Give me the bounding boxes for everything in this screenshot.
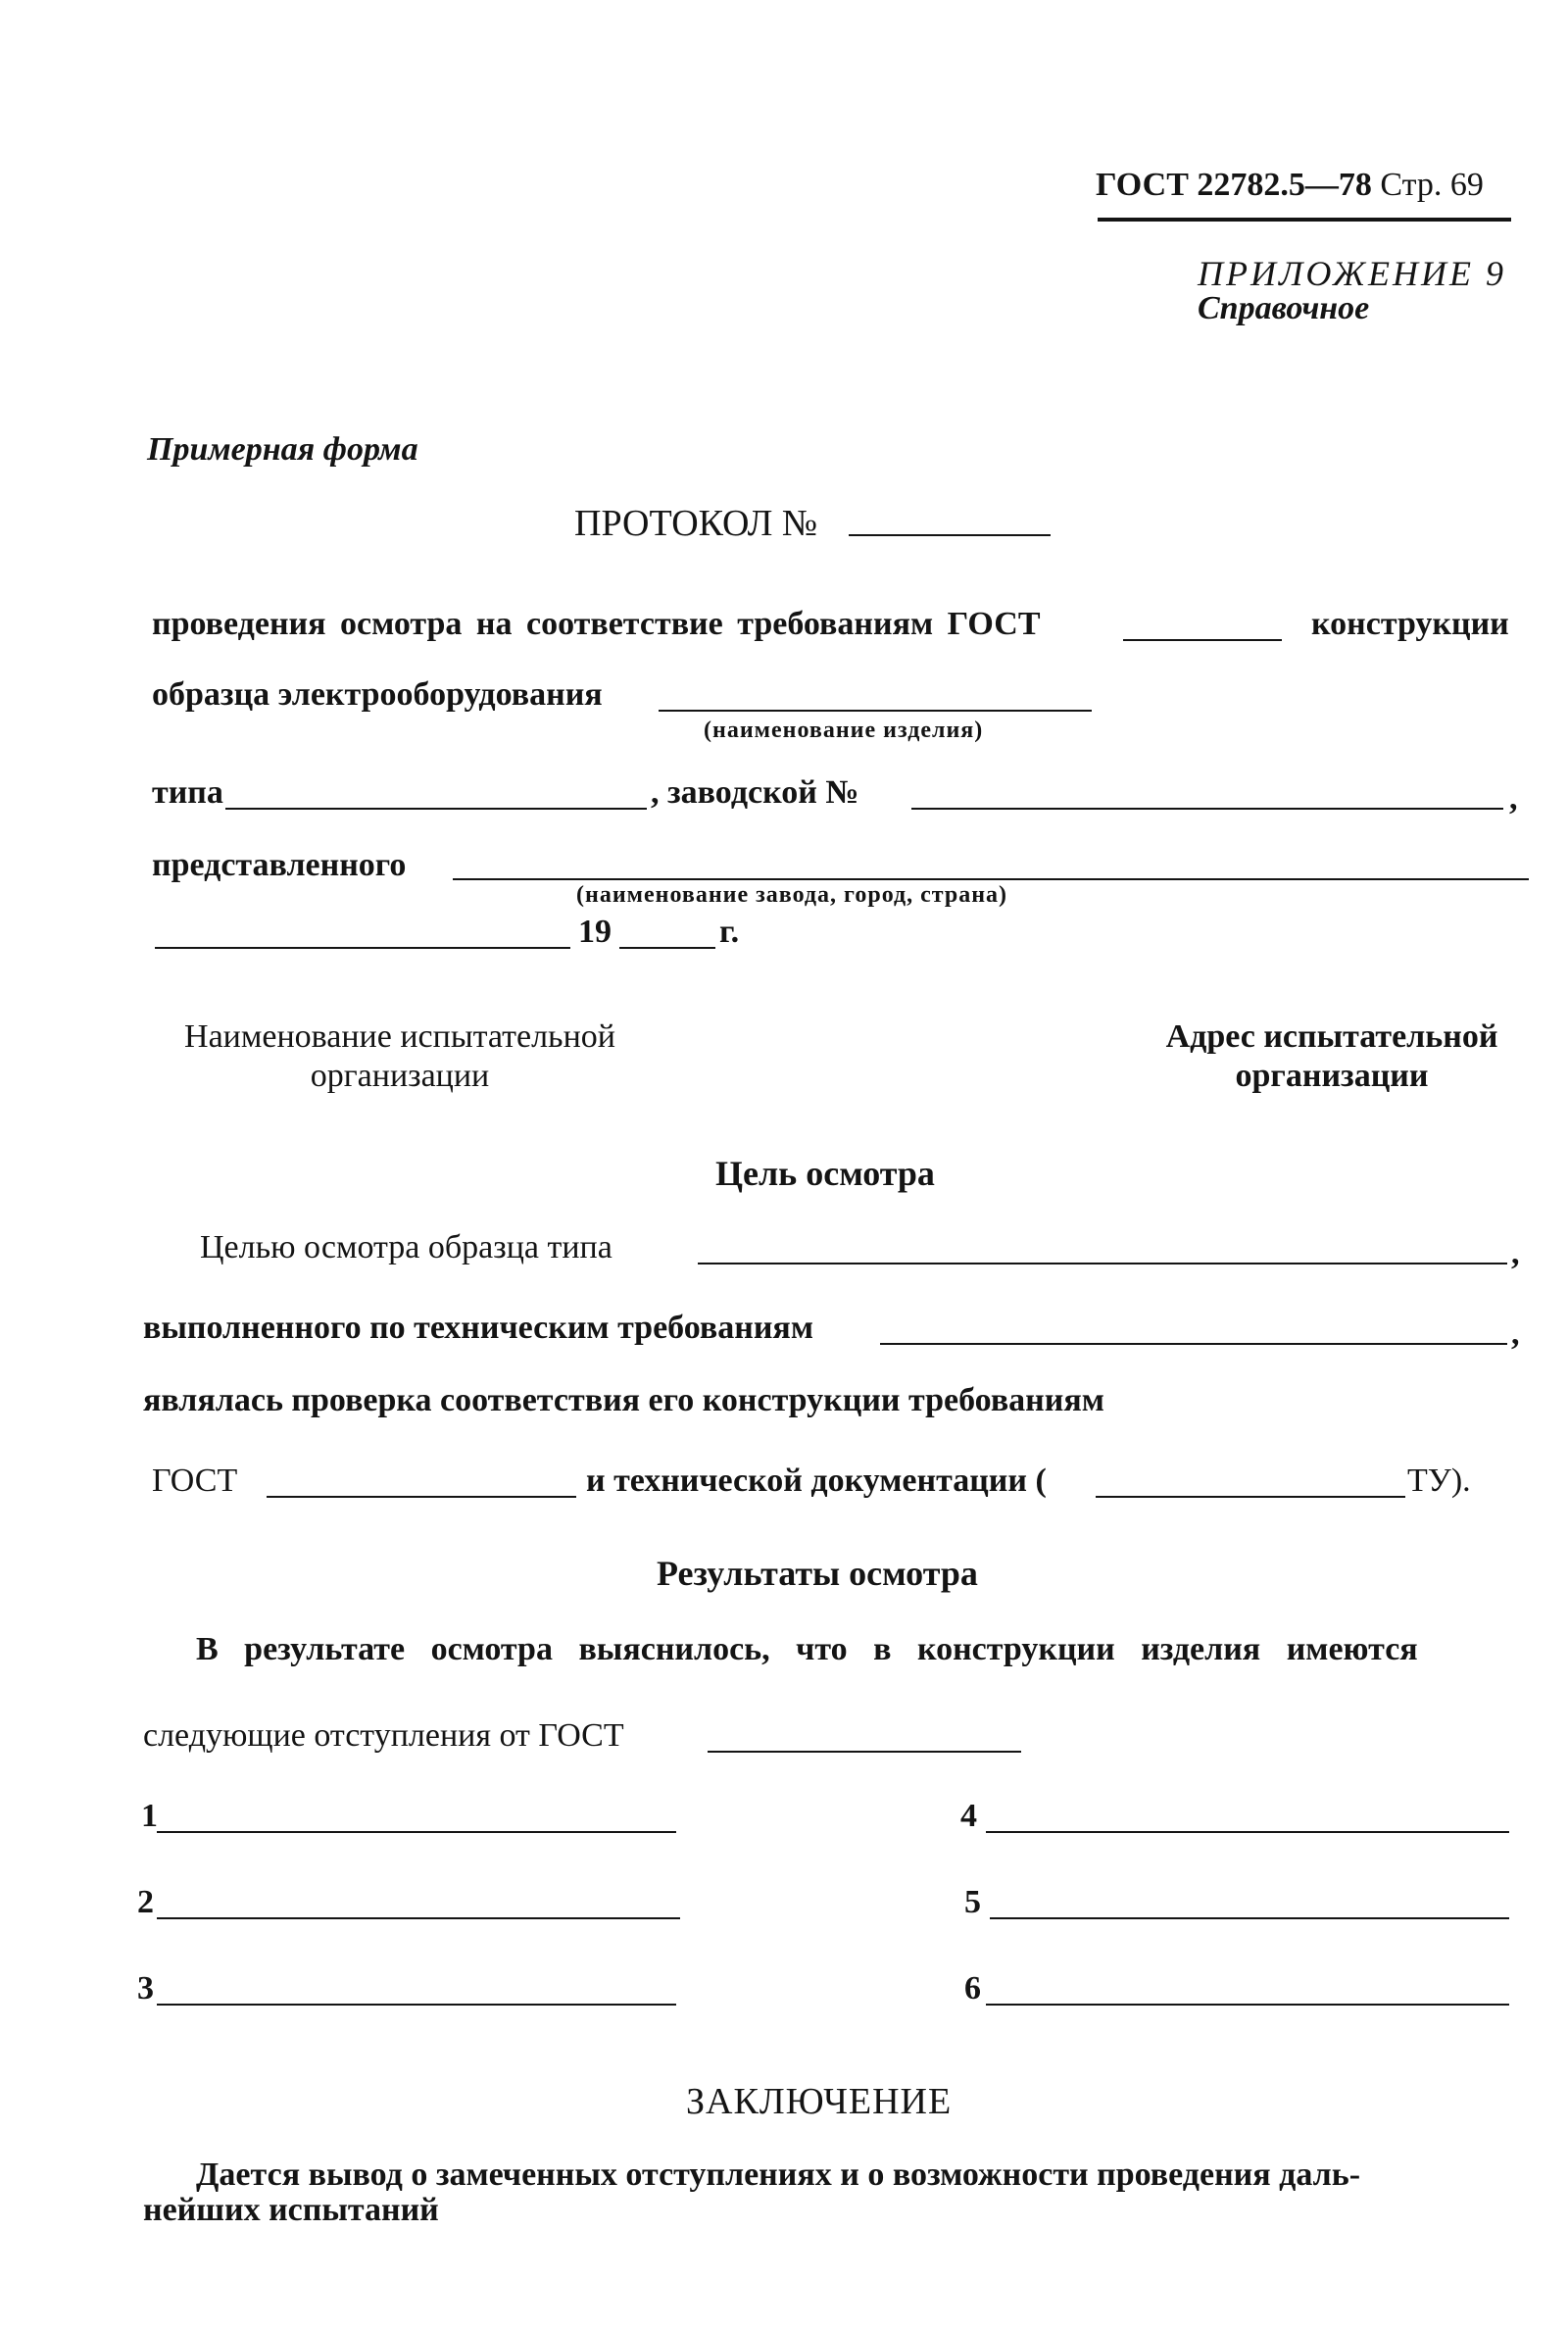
header-rule <box>1098 218 1511 222</box>
sample-form-label: Примерная форма <box>147 431 418 468</box>
docs-text: и технической документации ( <box>586 1462 1047 1499</box>
requirements-blank <box>880 1343 1507 1345</box>
gost-blank <box>267 1496 576 1498</box>
standard-reference <box>1096 167 1484 204</box>
plant-caption: (наименование завода, город, страна) <box>576 882 1008 908</box>
results-line1: В результате осмотра выяснилось, что в конструкции изделия имеются <box>196 1631 1418 1667</box>
year-prefix: 19 <box>578 914 612 950</box>
purpose-line1: Целью осмотра образца типа <box>200 1229 612 1265</box>
tu-blank <box>1096 1496 1405 1498</box>
type-line-comma: , <box>1509 780 1518 817</box>
deviation-number-4: 4 <box>960 1798 977 1834</box>
conclusion-text-line2: нейших испытаний <box>143 2192 439 2228</box>
product-name-blank <box>659 710 1092 712</box>
deviation-blank-1 <box>157 1831 676 1833</box>
conclusion-text-line1: Дается вывод о замеченных отступлениях и о возможности проведения даль- <box>196 2156 1361 2193</box>
appendix-title: ПРИЛОЖЕНИЕ 9 <box>1198 254 1506 293</box>
appendix-type: Справочное <box>1198 290 1370 326</box>
org-name-line1: Наименование испытательной <box>184 1018 615 1055</box>
date-blank <box>155 947 570 949</box>
purpose-line2: выполненного по техническим требованиям <box>143 1310 813 1346</box>
org-address-line2: организации <box>1235 1058 1429 1094</box>
purpose-line2-comma: , <box>1511 1315 1520 1352</box>
conclusion-heading: ЗАКЛЮЧЕНИЕ <box>686 2081 953 2122</box>
results-line2: следующие отступления от ГОСТ <box>143 1717 624 1754</box>
type-blank <box>225 808 647 810</box>
deviation-blank-2 <box>157 1917 680 1919</box>
protocol-title-text: ПРОТОКОЛ № <box>574 503 818 544</box>
page-number: Стр. 69 <box>1380 167 1484 203</box>
purpose-heading: Цель осмотра <box>715 1154 935 1193</box>
gost-label: ГОСТ <box>152 1462 238 1499</box>
deviation-number-2: 2 <box>137 1884 154 1920</box>
deviation-blank-6 <box>986 2004 1509 2006</box>
plant-blank <box>453 878 1529 880</box>
year-suffix: г. <box>719 914 740 950</box>
protocol-title <box>574 502 817 545</box>
deviation-number-5: 5 <box>964 1884 981 1920</box>
standard-number: ГОСТ 22782.5—78 <box>1096 167 1372 203</box>
type-label: типа <box>152 774 223 811</box>
results-heading: Результаты осмотра <box>657 1554 978 1593</box>
org-address-block <box>1141 1017 1523 1096</box>
protocol-number-blank <box>849 534 1051 536</box>
deviation-number-3: 3 <box>137 1970 154 2007</box>
deviation-number-6: 6 <box>964 1970 981 2007</box>
org-address-line1: Адрес испытательной <box>1165 1018 1498 1055</box>
factory-number-blank <box>911 808 1503 810</box>
purpose-line3: являлась проверка соответствия его конструкции требованиям <box>143 1382 1104 1418</box>
purpose-type-blank <box>698 1263 1507 1264</box>
tu-text: ТУ). <box>1407 1462 1471 1499</box>
results-gost-blank <box>708 1751 1021 1753</box>
deviation-blank-5 <box>990 1917 1509 1919</box>
deviation-number-1: 1 <box>141 1798 158 1834</box>
factory-number-label: , заводской № <box>651 774 859 811</box>
year-blank <box>619 947 715 949</box>
product-caption: (наименование изделия) <box>704 718 984 743</box>
intro-text: проведения осмотра на соответствие требованиям ГОСТ <box>152 606 1041 642</box>
org-name-line2: организации <box>310 1058 490 1094</box>
deviation-blank-4 <box>986 1831 1509 1833</box>
gost-number-blank <box>1123 639 1282 641</box>
submitted-label: представленного <box>152 847 407 883</box>
purpose-line1-comma: , <box>1511 1235 1520 1271</box>
intro-tail: конструкции <box>1311 606 1509 642</box>
deviation-blank-3 <box>157 2004 676 2006</box>
sample-text: образца электрооборудования <box>152 676 603 713</box>
org-name-block <box>145 1017 655 1096</box>
